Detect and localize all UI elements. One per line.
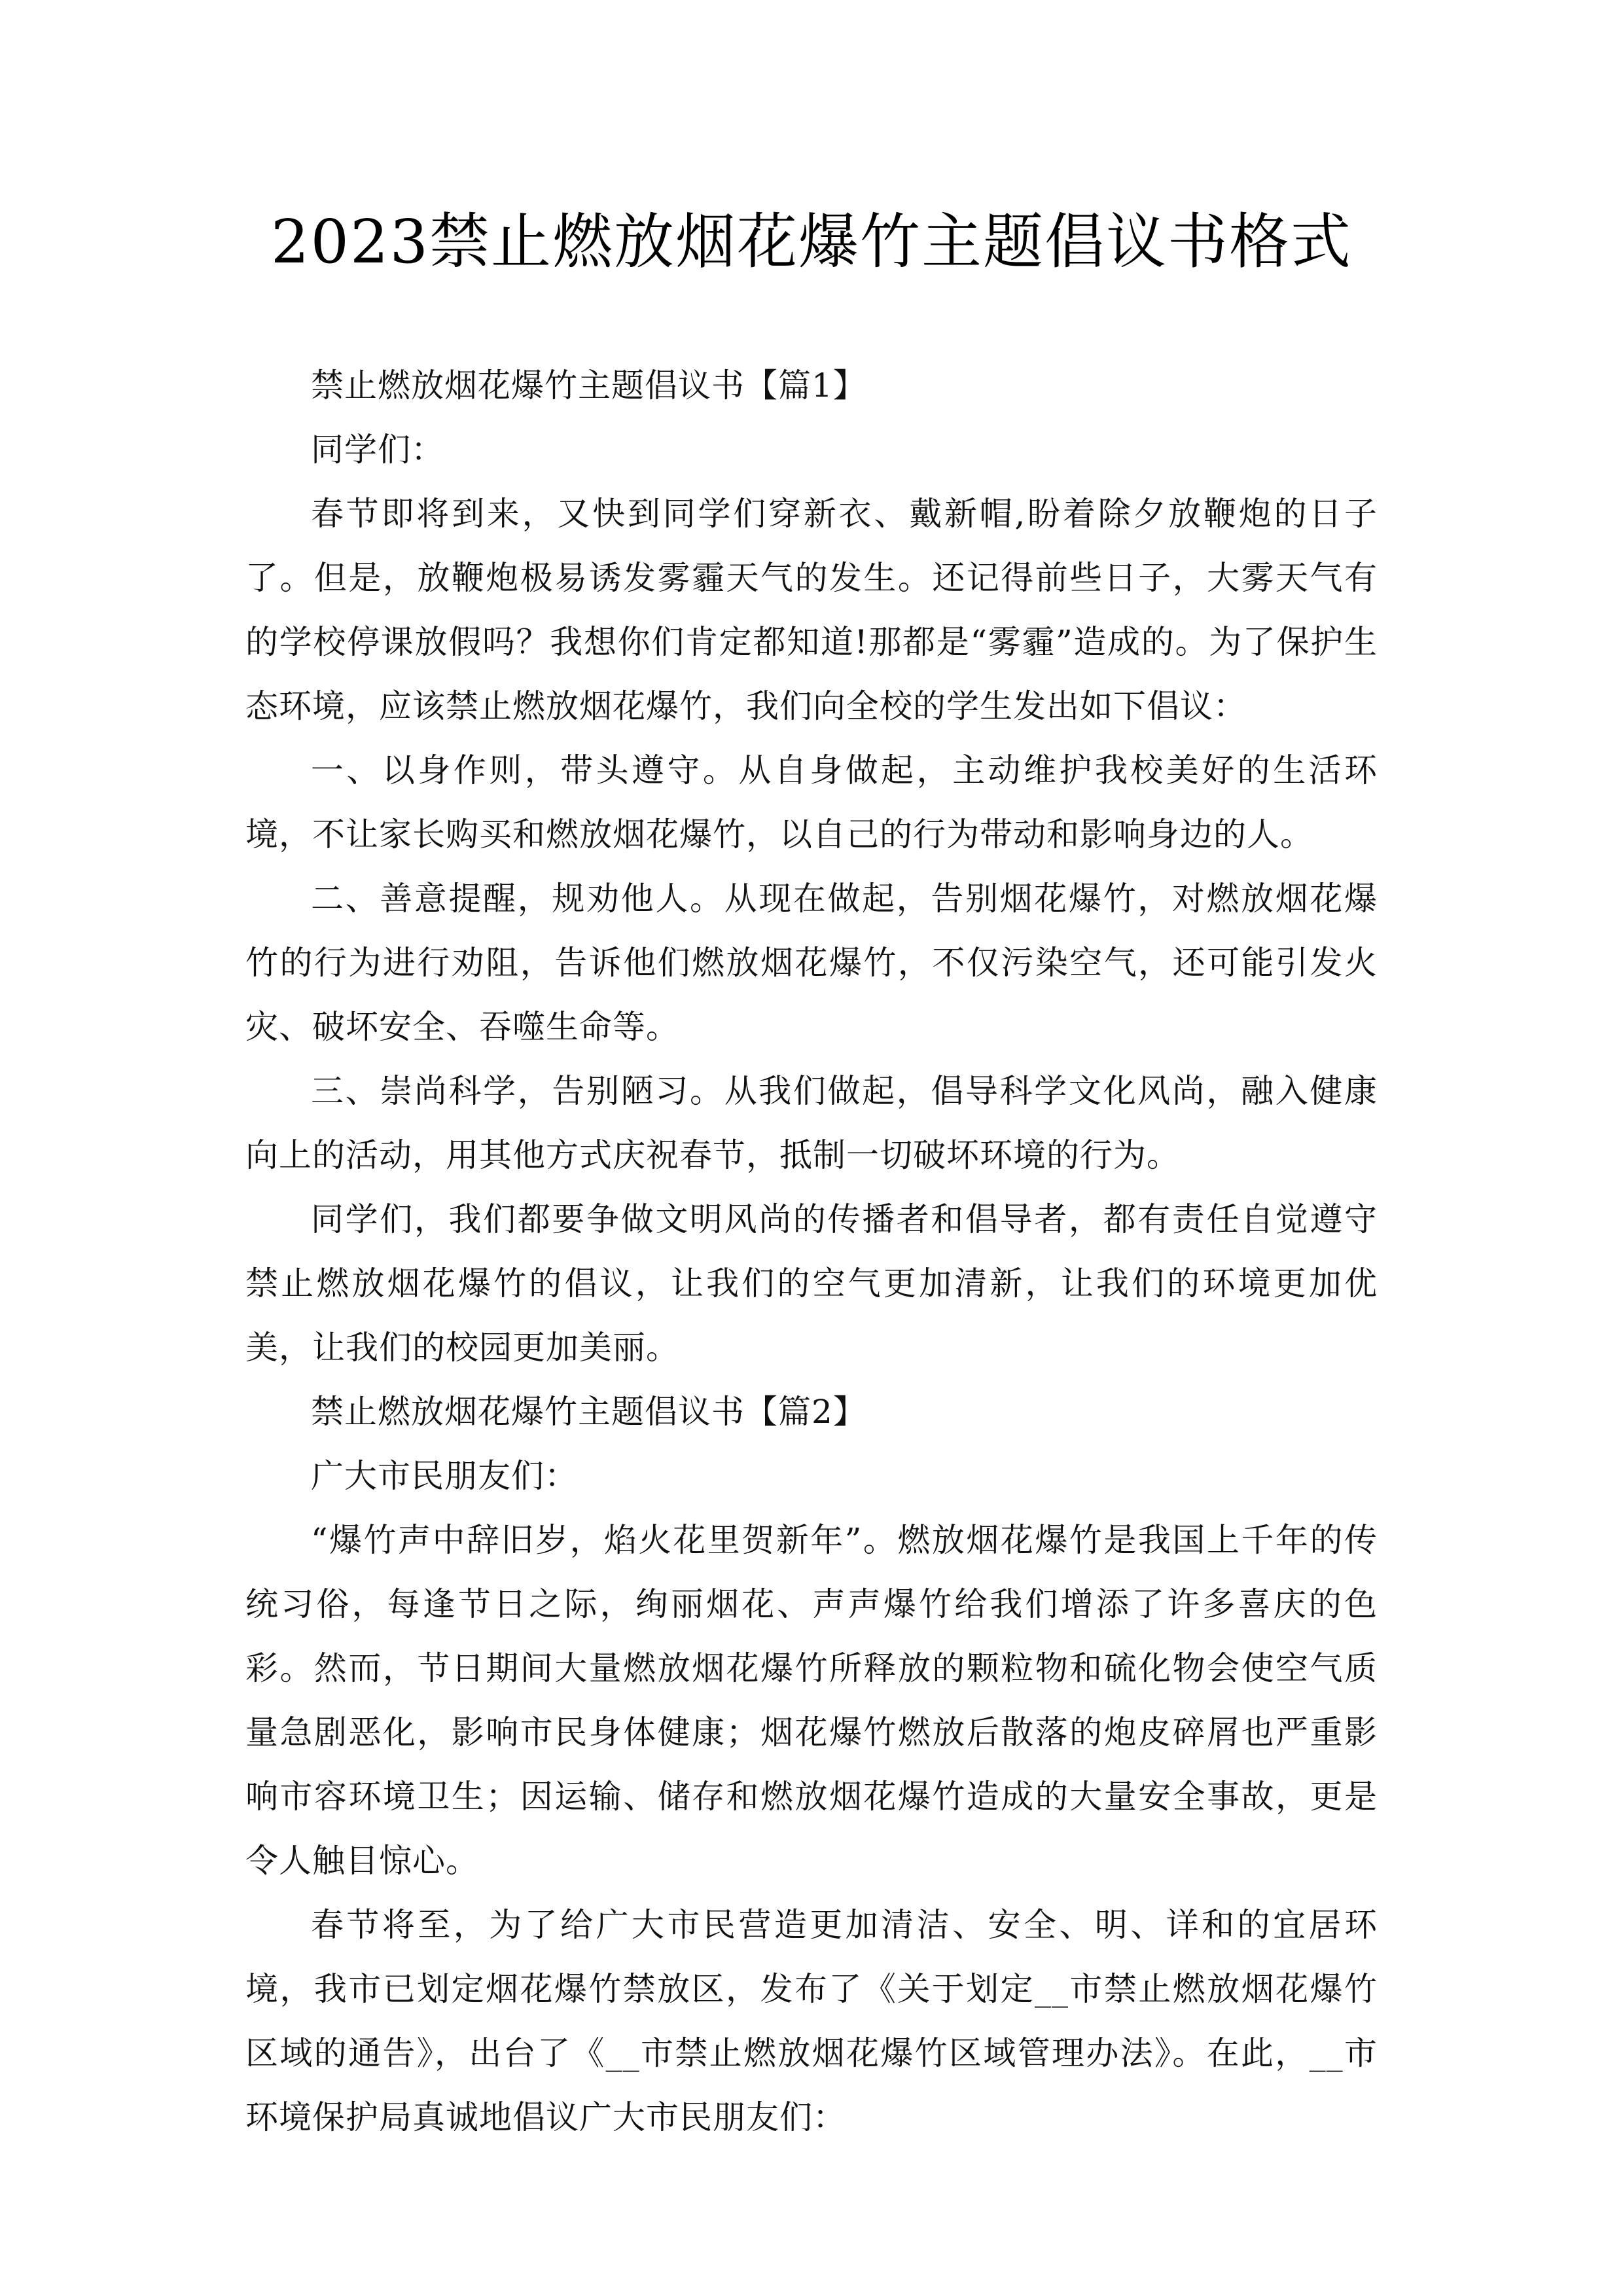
document-title: 2023禁止燃放烟花爆竹主题倡议书格式 — [270, 207, 1353, 277]
body-paragraph: 一、以身作则，带头遵守。从自身做起，主动维护我校美好的生活环境，不让家长购买和燃放烟花爆竹，以自己的行为带动和影响身边的人。 — [245, 751, 1378, 853]
body-paragraph: 三、崇尚科学，告别陋习。从我们做起，倡导科学文化风尚，融入健康向上的活动，用其他方式庆祝春节，抵制一切破坏环境的行为。 — [245, 1072, 1378, 1174]
salutation-1: 同学们： — [311, 431, 444, 469]
document-body — [245, 353, 1378, 2149]
section-heading-1: 禁止燃放烟花爆竹主题倡议书【篇1】 — [311, 367, 866, 404]
body-paragraph: “爆竹声中辞旧岁，焰火花里贺新年”。燃放烟花爆竹是我国上千年的传统习俗，每逢节日之际，绚丽烟花、声声爆竹给我们增添了许多喜庆的色彩。然而，节日期间大量燃放烟花爆竹所释放的颗粒物和硫化物会使空气质量急剧恶化，影响市民身体健康；烟花爆竹燃放后散落的炮皮碎屑也严重影响市容环境卫生；因运输、储存和燃放烟花爆竹造成的大量安全事故，更是令人触目惊心。 — [245, 1521, 1378, 1880]
body-paragraph: 二、善意提醒，规劝他人。从现在做起，告别烟花爆竹，对燃放烟花爆竹的行为进行劝阻，告诉他们燃放烟花爆竹，不仅污染空气，还可能引发火灾、破坏安全、吞噬生命等。 — [245, 880, 1378, 1046]
body-paragraph: 春节即将到来，又快到同学们穿新衣、戴新帽,盼着除夕放鞭炮的日子了。但是，放鞭炮极易诱发雾霾天气的发生。还记得前些日子，大雾天气有的学校停课放假吗？我想你们肯定都知道!那都是“雾霾”造成的。为了保护生态环境，应该禁止燃放烟花爆竹，我们向全校的学生发出如下倡议： — [245, 495, 1378, 725]
section-heading-2: 禁止燃放烟花爆竹主题倡议书【篇2】 — [311, 1393, 866, 1431]
salutation-2: 广大市民朋友们： — [311, 1457, 578, 1495]
body-paragraph: 春节将至，为了给广大市民营造更加清洁、安全、明、详和的宜居环境，我市已划定烟花爆竹禁放区，发布了《关于划定__市禁止燃放烟花爆竹区域的通告》，出台了《__市禁止燃放烟花爆竹区域管理办法》。在此，__市环境保护局真诚地倡议广大市民朋友们： — [245, 1906, 1378, 2136]
body-paragraph: 同学们，我们都要争做文明风尚的传播者和倡导者，都有责任自觉遵守禁止燃放烟花爆竹的倡议，让我们的空气更加清新，让我们的环境更加优美，让我们的校园更加美丽。 — [245, 1200, 1378, 1367]
